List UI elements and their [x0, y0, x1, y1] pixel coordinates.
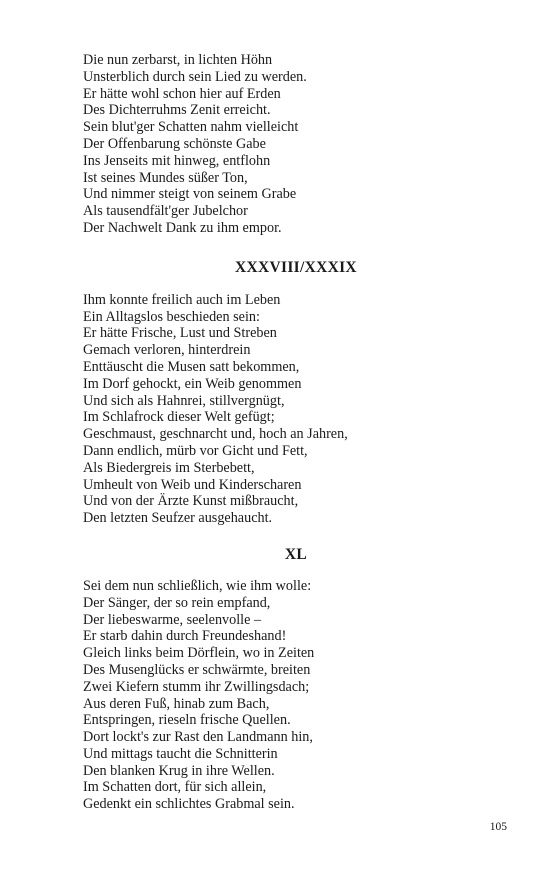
verse-line: Sei dem nun schließlich, wie ihm wolle:	[83, 577, 312, 594]
verse-line: Und mittags taucht die Schnitterin	[83, 745, 278, 762]
page-body	[83, 52, 503, 813]
verse-line: Ein Alltagslos beschieden sein:	[83, 308, 260, 325]
verse-line: Umheult von Weib und Kinderscharen	[83, 476, 302, 493]
verse-line: Den blanken Krug in ihre Wellen.	[83, 762, 275, 779]
verse-line: Im Schatten dort, für sich allein,	[83, 779, 267, 796]
verse-line: Des Dichterruhms Zenit erreicht.	[83, 102, 271, 119]
verse-line: Der liebeswarme, seelenvolle –	[83, 611, 262, 628]
verse-line: Geschmaust, geschnarcht und, hoch an Jahren,	[83, 426, 348, 443]
verse-line: Er hätte Frische, Lust und Streben	[83, 325, 277, 342]
verse-line: Und von der Ärzte Kunst mißbraucht,	[83, 493, 299, 510]
verse-line: Als tausendfält'ger Jubelchor	[83, 203, 248, 220]
verse-line: Entspringen, rieseln frische Quellen.	[83, 712, 291, 729]
verse-line: Und sich als Hahnrei, stillvergnügt,	[83, 392, 285, 409]
stanza-3	[83, 578, 503, 813]
verse-line: Ins Jenseits mit hinweg, entflohn	[83, 152, 271, 169]
verse-line: Er starb dahin durch Freundeshand!	[83, 628, 287, 645]
verse-line: Sein blut'ger Schatten nahm vielleicht	[83, 119, 299, 136]
verse-line: Und nimmer steigt von seinem Grabe	[83, 186, 297, 203]
stanza-1	[83, 52, 503, 237]
verse-line: Der Offenbarung schönste Gabe	[83, 135, 266, 152]
verse-line: Gemach verloren, hinterdrein	[83, 342, 251, 359]
verse-line: Der Nachwelt Dank zu ihm empor.	[83, 219, 282, 236]
verse-line: Ist seines Mundes süßer Ton,	[83, 169, 248, 186]
chapter-heading-xxxviii-xxxix: XXXVIII/XXXIX	[235, 258, 357, 276]
page-number: 105	[489, 821, 507, 833]
verse-line: Der Sänger, der so rein empfand,	[83, 594, 271, 611]
verse-line: Er hätte wohl schon hier auf Erden	[83, 85, 281, 102]
verse-line: Enttäuscht die Musen satt bekommen,	[83, 358, 300, 375]
verse-line: Ihm konnte freilich auch im Leben	[83, 291, 281, 308]
verse-line: Dann endlich, mürb vor Gicht und Fett,	[83, 442, 308, 459]
verse-line: Die nun zerbarst, in lichten Höhn	[83, 52, 273, 68]
verse-line: Gleich links beim Dörflein, wo in Zeiten	[83, 645, 315, 662]
verse-line: Gedenkt ein schlichtes Grabmal sein.	[83, 796, 295, 813]
stanza-2	[83, 292, 503, 527]
verse-line: Dort lockt's zur Rast den Landmann hin,	[83, 729, 313, 746]
verse-line: Zwei Kiefern stumm ihr Zwillingsdach;	[83, 678, 310, 695]
chapter-heading-xl: XL	[284, 545, 308, 563]
verse-line: Im Schlafrock dieser Welt gefügt;	[83, 409, 275, 426]
verse-line: Im Dorf gehockt, ein Weib genommen	[83, 375, 302, 392]
verse-line: Unsterblich durch sein Lied zu werden.	[83, 68, 307, 85]
verse-line: Aus deren Fuß, hinab zum Bach,	[83, 695, 270, 712]
verse-line: Des Musenglücks er schwärmte, breiten	[83, 661, 311, 678]
verse-line: Den letzten Seufzer ausgehaucht.	[83, 510, 273, 527]
verse-line: Als Biedergreis im Sterbebett,	[83, 459, 255, 476]
